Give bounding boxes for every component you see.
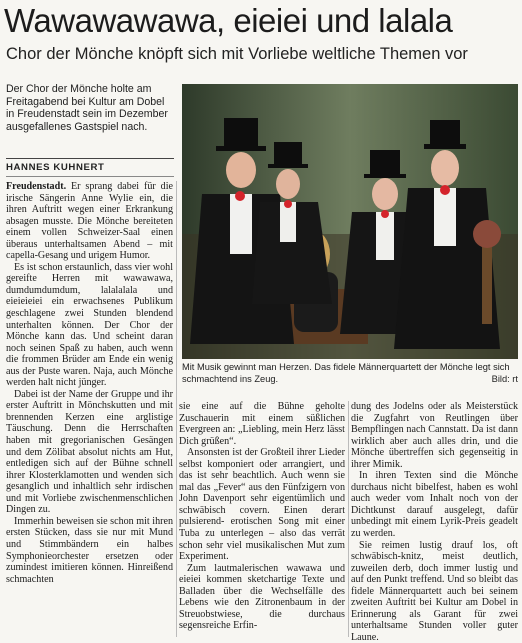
paragraph: dung des Jodelns oder als Meisterstück die Zugfahrt von Reutlingen über Bempflingen nach Cannstatt. Da ist dann wirklich aber auch alles drin, und die Mönche übertreffen sich gegenseitig in ihrer Mimik. [351,401,518,470]
paragraph: Dabei ist der Name der Gruppe und ihr erster Auftritt in Mönchskutten und mit brennenden Kerzen eine arglistige Täuschung. Denn die Herrschaften haben mit gregorianischen Gesängen und dem Zölibat absolut nichts am Hut, entledigen sich auf der Bühne schnell ihrer Klosterklamotten und wenden sich gesanglich und inhaltlich sehr irdischen und mit Vorliebe zwischenmenschlichen Dingen zu. [6,388,173,516]
intro-text: Der Chor der Mönche holte am Freitagabend bei Kultur am Dobel in Freudenstadt sein im Dezember ausgefallenes Gastspiel nach. [6,83,168,133]
headline: Wawawawawa, eieiei und lalala [4,2,453,39]
paragraph: Ansonsten ist der Großteil ihrer Lieder selbst komponiert oder arrangiert, und das ist sehr beachtlich. Auch wenn sie mal das „Fever“ aus den Fünfzigern von John Davenport sehr eigentümlich und schwäbisch covern. Einen derart pulsierend- erotischen Song mit einer Tuba zu unterlegen – also das verrät schon sehr viel musikalischen Mut zum Experiment. [179,447,345,563]
article-column-2 [179,401,345,637]
article-photo [182,84,518,359]
paragraph [6,181,173,262]
paragraph-text: Er sprang dabei für die irische Sängerin Anne Wylie ein, die ihren Auftritt wegen einer Erkrankung absagen musste. Die Mönche bereiteten einem vollen Schweizer-Saal einen überaus unterhaltsamen Abend – mit capella-Gesang und urigem Humor. [6,181,173,262]
article-column-3 [351,401,518,643]
photo-caption [182,362,518,385]
column-divider [176,181,177,637]
paragraph: sie eine auf die Bühne geholte Zuschauerin mit einem süßlichen Evergreen an: „Liebling, mein Herz lässt Dich grüßen“. [179,401,345,447]
subheadline: Chor der Mönche knöpft sich mit Vorliebe weltliche Themen vor [6,45,468,63]
caption-text: Mit Musik gewinnt man Herzen. Das fidele Männerquartett der Mönche legt sich schmachtend ins Zeug. [182,362,510,384]
byline-rule [6,158,174,159]
author-byline: HANNES KUHNERT [6,162,105,173]
dateline: Freudenstadt. [6,181,67,192]
photo-credit: Bild: rt [491,373,518,384]
paragraph: Es ist schon erstaunlich, dass vier wohl gereifte Herren mit wawawawa, dumdumdumdum, lalalalala und eieieieiei ein erwachsenes Publikum geschlagene zwei Stunden blendend unterhalten können. Der Chor der Mönche kann das. Und scheint daran noch seinen Spaß zu haben, auch wenn die frommen Brüder am Ende ein wenig aus der Puste waren. Naja, auch Mönche werden halt nicht jünger. [6,261,173,389]
photo-illustration [182,84,518,359]
paragraph: Sie reimen lustig drauf los, oft schwäbisch-knitz, meist deutlich, zuweilen derb, doch immer lustig und auf den Punkt treffend. Und so bleibt das fidele Männerquartett auch bei seinem zweiten Auftritt bei Kultur am Dobel in Erinnerung als Garant für zwei unterhaltsame Stunden voller guter Laune. [351,539,518,643]
paragraph: Immerhin beweisen sie schon mit ihren ersten Stücken, dass sie nur mit Mund und Stimmbändern ein halbes Symphonieorchester ersetzen oder zumindest imitieren können. Hinreißend schmachten [6,515,173,585]
byline-rule-lower [6,176,174,177]
column-divider [348,401,349,637]
paragraph: In ihren Texten sind die Mönche durchaus nicht bibelfest, haben es wohl auch weder vom Inhalt noch von der Dichtkunst darauf ausgelegt, dafür unbedingt mit einem Lyrik-Preis geadelt zu werden. [351,470,518,540]
article-column-1 [6,181,173,637]
paragraph: Zum lautmalerischen wawawa und eieiei kommen sketchartige Texte und Balladen über die Wechselfälle des Lebens wie den Zitronenbaum in der Streuobstwiese, die durchaus segensreiche Erfin- [179,562,345,632]
